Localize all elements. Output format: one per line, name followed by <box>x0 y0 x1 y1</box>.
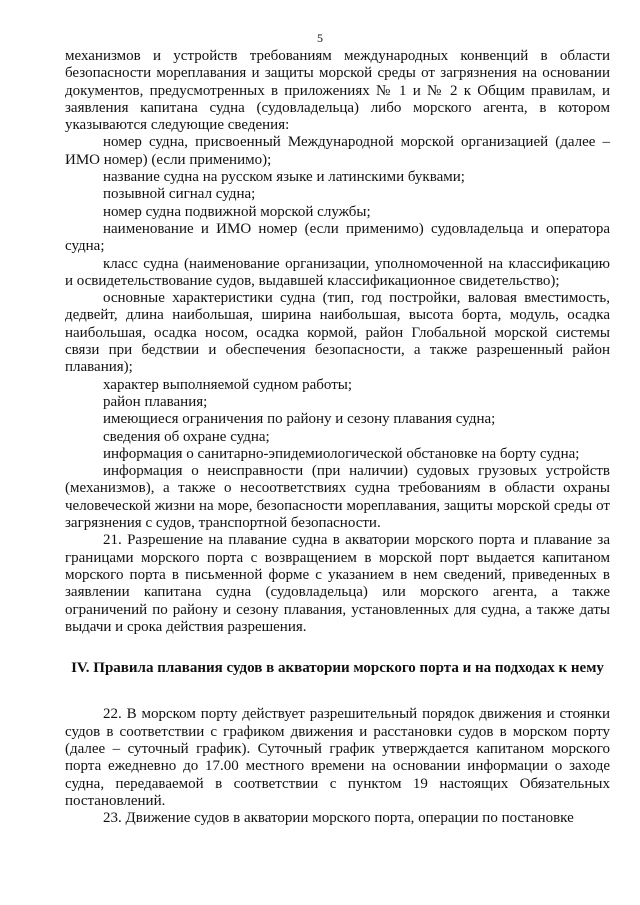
document-body <box>65 48 610 827</box>
list-item-characteristics: основные характеристики судна (тип, год постройки, валовая вместимость, дедвейт, длина наибольшая, ширина наибольшая, высота борта, модуль, осадка наибольшая, осадка носом, осадка кормой, район Глобальной морской системы связи при бедствии и обеспечения безопасности, а также разрешенный район плавания); <box>65 290 610 376</box>
list-item-restrictions: имеющиеся ограничения по району и сезону плавания судна; <box>103 411 496 428</box>
paragraph-23: 23. Движение судов в акватории морского порта, операции по постановке <box>103 810 574 827</box>
list-item-sanitary: информация о санитарно-эпидемиологической обстановке на борту судна; <box>103 445 580 462</box>
list-item-owner-operator: наименование и ИМО номер (если применимо) судовладельца и оператора судна; <box>65 220 610 255</box>
list-item-mobile-service-number: номер судна подвижной морской службы; <box>103 203 371 220</box>
paragraph-21: 21. Разрешение на плавание судна в акватории морского порта и плавание за границами морского порта с возвращением в морской порт выдается капитаном морского порта в письменной форме с указанием в нем сведений, приведенных в заявлении капитана судна (судовладельца) или морского агента, а также ограничений по району и сезону плавания, установленных для судна, а также даты выдачи и срока действия разрешения. <box>65 532 610 635</box>
list-item-navigation-area: район плавания; <box>103 393 208 410</box>
page-number: 5 <box>317 31 323 45</box>
list-item-work-type: характер выполняемой судном работы; <box>103 376 353 393</box>
list-item-call-sign: позывной сигнал судна; <box>103 186 256 203</box>
list-item-imo-number: номер судна, присвоенный Международной морской организацией (далее – ИМО номер) (если применимо); <box>65 134 610 168</box>
list-item-security: сведения об охране судна; <box>103 428 270 445</box>
paragraph-22: 22. В морском порту действует разрешительный порядок движения и стоянки судов в соответствии с графиком движения и расстановки судов в морском порту (далее – суточный график). Суточный график утверждается капитаном морского порта ежедневно до 17.00 местного времени на основании информации о заходе судна, передаваемой в соответствии с пунктом 19 настоящих Обязательных постановлений. <box>65 706 610 809</box>
list-item-malfunctions: информация о неисправности (при наличии) судовых грузовых устройств (механизмов), а также о несоответствиях судна требованиям в области охраны человеческой жизни на море, безопасности мореплавания, защиты морской среды от загрязнения с судов, транспортной безопасности. <box>65 463 610 532</box>
paragraph-continuation: механизмов и устройств требованиям международных конвенций в области безопасности мореплавания и защиты морской среды от загрязнения на основании документов, предусмотренных в приложениях № 1 и № 2 к Общим правилам, и заявления капитана судна (судовладельца) либо морского агента, в котором указываются следующие сведения: <box>65 48 610 134</box>
section-heading: IV. Правила плавания судов в акватории морского порта и на подходах к нему <box>71 660 604 677</box>
list-item-vessel-name: название судна на русском языке и латинскими буквами; <box>103 169 465 186</box>
list-item-vessel-class: класс судна (наименование организации, уполномоченной на классификацию и освидетельствование судов, выдавшей классификационное свидетельство); <box>65 255 610 289</box>
